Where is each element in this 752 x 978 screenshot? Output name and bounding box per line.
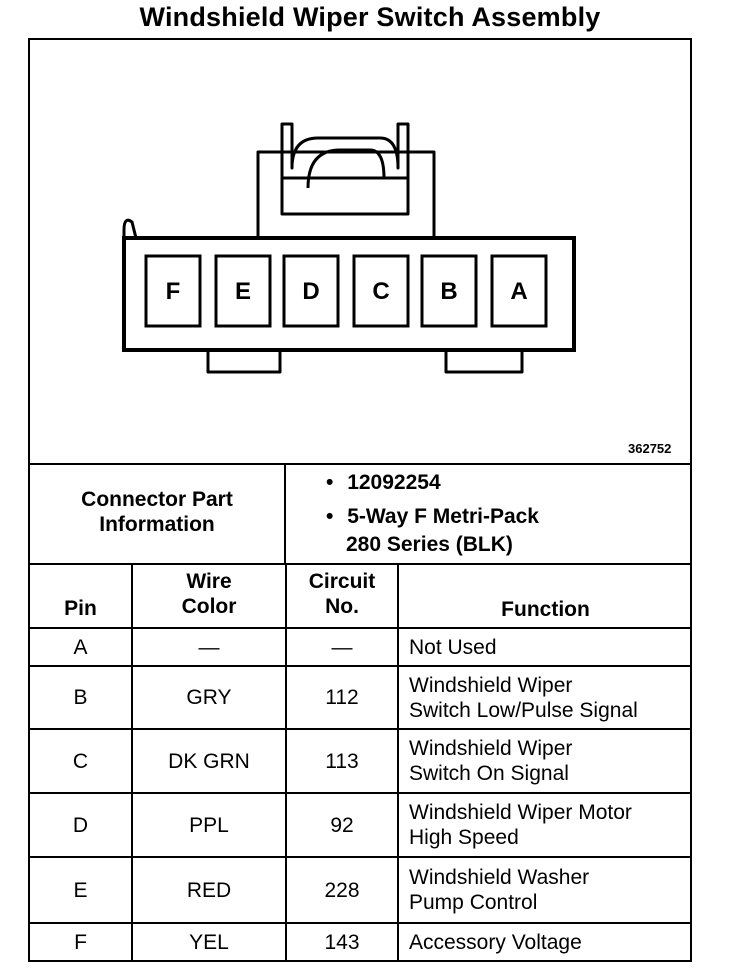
row-c-pin: C bbox=[72, 749, 89, 773]
divider-info-column bbox=[284, 463, 286, 563]
header-function: Function bbox=[501, 598, 590, 621]
row-d-circuit: 92 bbox=[330, 813, 354, 837]
row-a-function: Not Used bbox=[409, 635, 497, 659]
bullet-icon: • bbox=[326, 471, 334, 494]
row-b-wire: GRY bbox=[186, 686, 232, 709]
figure-number: 362752 bbox=[628, 441, 672, 456]
pin-label-d: D bbox=[302, 278, 320, 305]
header-pin: Pin bbox=[64, 597, 97, 620]
row-c-wire: DK GRN bbox=[168, 749, 250, 773]
divider-drawing bbox=[28, 463, 692, 465]
row-f-wire: YEL bbox=[189, 930, 229, 954]
row-a-pin: A bbox=[73, 635, 88, 659]
pin-label-e: E bbox=[234, 278, 252, 305]
row-f-function: Accessory Voltage bbox=[409, 930, 582, 954]
divider-info bbox=[28, 563, 692, 565]
row-d-wire: PPL bbox=[189, 813, 229, 837]
row-b-circuit: 112 bbox=[325, 686, 359, 709]
row-e-pin: E bbox=[73, 878, 88, 902]
row-b-pin: B bbox=[73, 686, 88, 709]
row-c-circuit: 113 bbox=[325, 749, 359, 773]
info-part-number: • 12092254 bbox=[326, 471, 441, 494]
connector-diagram bbox=[28, 38, 692, 464]
header-wire-color: Wire Color bbox=[181, 570, 237, 618]
row-e-function: Windshield Washer Pump Control bbox=[409, 866, 590, 914]
row-c-function: Windshield Wiper Switch On Signal bbox=[409, 737, 573, 785]
row-f-pin: F bbox=[74, 930, 87, 954]
row-e-circuit: 228 bbox=[324, 878, 360, 902]
pin-label-c: C bbox=[372, 278, 390, 305]
info-label-line1: Connector Part bbox=[81, 488, 233, 511]
row-a-circuit: — bbox=[331, 635, 353, 659]
row-e-wire: RED bbox=[186, 878, 232, 902]
row-f-circuit: 143 bbox=[324, 930, 360, 954]
pin-label-b: B bbox=[440, 278, 458, 305]
info-label bbox=[30, 487, 284, 537]
connector-foot-right bbox=[446, 350, 522, 372]
row-b-function: Windshield Wiper Switch Low/Pulse Signal bbox=[409, 673, 638, 722]
header-circuit: Circuit No. bbox=[308, 570, 376, 618]
row-d-pin: D bbox=[72, 813, 89, 837]
page-title: Windshield Wiper Switch Assembly bbox=[139, 2, 601, 32]
bullet-icon: • bbox=[326, 505, 334, 528]
pin-label-a: A bbox=[510, 278, 528, 305]
row-a-wire: — bbox=[198, 635, 220, 659]
connector-foot-left bbox=[208, 350, 280, 372]
pin-label-f: F bbox=[165, 278, 181, 305]
info-description: • 5-Way F Metri-Pack bbox=[326, 505, 539, 528]
connector-latch bbox=[282, 124, 408, 214]
info-description-line2: 280 Series (BLK) bbox=[346, 533, 513, 556]
info-label-line2: Information bbox=[99, 513, 215, 536]
row-d-function: Windshield Wiper Motor High Speed bbox=[409, 801, 632, 849]
